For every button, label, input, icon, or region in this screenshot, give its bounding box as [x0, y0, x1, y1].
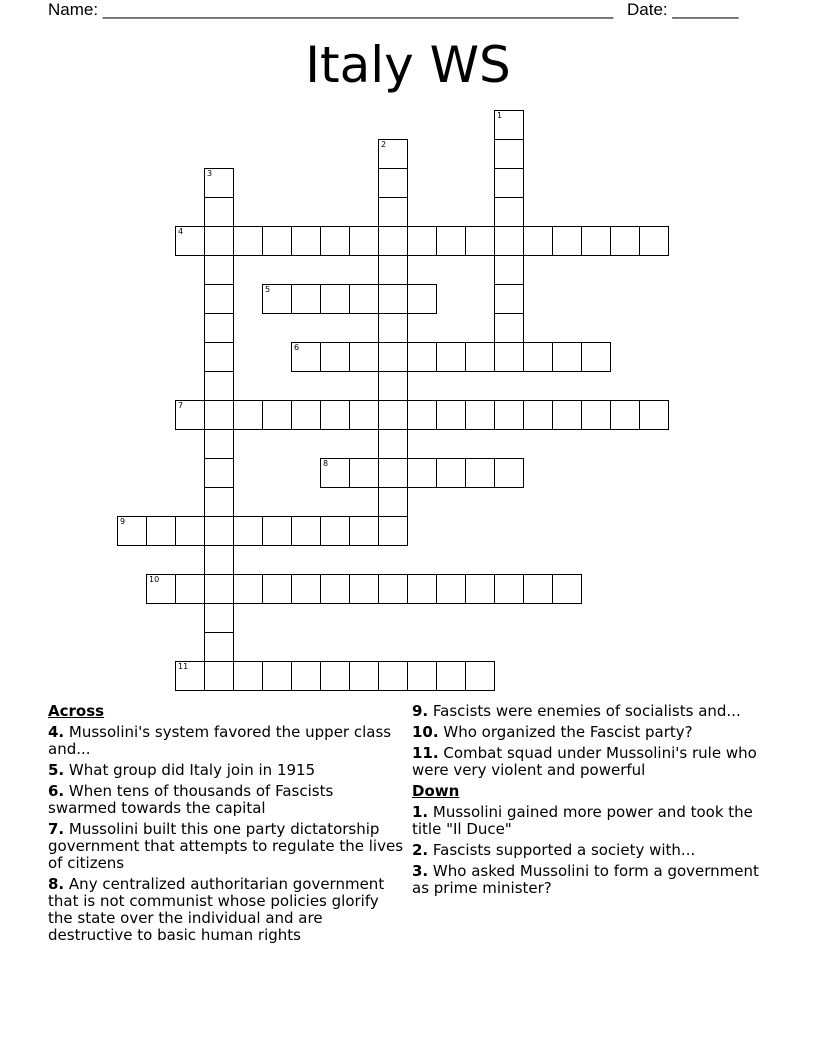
grid-cell[interactable]	[523, 226, 553, 256]
grid-cell[interactable]	[407, 342, 437, 372]
grid-cell[interactable]	[320, 400, 350, 430]
grid-cell[interactable]	[262, 400, 292, 430]
grid-cell[interactable]	[262, 226, 292, 256]
clue-text: Combat squad under Mussolini's rule who were very violent and powerful	[412, 744, 757, 779]
grid-cell[interactable]	[175, 661, 205, 691]
grid-cell[interactable]	[204, 603, 234, 633]
grid-cell[interactable]	[349, 574, 379, 604]
grid-cell[interactable]	[552, 342, 582, 372]
across-heading: Across	[48, 702, 105, 720]
clue-number: 2.	[412, 841, 429, 859]
grid-cell[interactable]	[204, 371, 234, 401]
clue-text: Mussolini's system favored the upper class and...	[48, 723, 392, 758]
clue-number: 8.	[48, 875, 65, 893]
cell-number: 10	[149, 575, 160, 584]
cell-number: 2	[381, 140, 387, 149]
grid-cell[interactable]	[175, 516, 205, 546]
grid-cell[interactable]	[378, 197, 408, 227]
clue-number: 3.	[412, 862, 429, 880]
clue-number: 4.	[48, 723, 65, 741]
grid-cell[interactable]	[349, 516, 379, 546]
grid-cell[interactable]	[233, 574, 263, 604]
grid-cell[interactable]	[494, 139, 524, 169]
grid-cell[interactable]	[233, 661, 263, 691]
grid-cell[interactable]	[494, 458, 524, 488]
grid-cell[interactable]	[204, 545, 234, 575]
grid-cell[interactable]	[378, 255, 408, 285]
clue-text: Mussolini gained more power and took the title "Il Duce"	[412, 803, 753, 838]
grid-cell[interactable]	[407, 458, 437, 488]
clue-text: Fascists were enemies of socialists and...	[432, 702, 741, 720]
grid-cell[interactable]	[204, 632, 234, 662]
grid-cell[interactable]	[378, 400, 408, 430]
grid-cell[interactable]	[378, 139, 408, 169]
grid-cell[interactable]	[378, 661, 408, 691]
grid-cell[interactable]	[378, 429, 408, 459]
clue-text: Mussolini built this one party dictatorship government that attempts to regulate the lives of citizens	[48, 820, 404, 872]
grid-cell[interactable]	[494, 226, 524, 256]
name-field[interactable]: Name: ______________________________________________________	[48, 0, 614, 19]
clue-text: Any centralized authoritarian government that is not communist whose policies glorify the state over the individual and are destructive to basic human rights	[48, 875, 385, 944]
clue-across-10	[412, 724, 762, 741]
grid-cell[interactable]	[175, 400, 205, 430]
grid-cell[interactable]	[349, 458, 379, 488]
clue-text: Who asked Mussolini to form a government as prime minister?	[412, 862, 759, 897]
grid-cell[interactable]	[610, 400, 640, 430]
grid-cell[interactable]	[552, 574, 582, 604]
grid-cell[interactable]	[320, 226, 350, 256]
grid-cell[interactable]	[494, 110, 524, 140]
grid-cell[interactable]	[349, 284, 379, 314]
grid-cell[interactable]	[233, 400, 263, 430]
grid-cell[interactable]	[494, 197, 524, 227]
grid-cell[interactable]	[204, 313, 234, 343]
grid-cell[interactable]	[581, 400, 611, 430]
clue-text: What group did Italy join in 1915	[68, 761, 316, 779]
grid-cell[interactable]	[523, 400, 553, 430]
clue-text: Who organized the Fascist party?	[443, 723, 693, 741]
clue-across-8	[48, 876, 404, 944]
grid-cell[interactable]	[320, 661, 350, 691]
grid-cell[interactable]	[291, 661, 321, 691]
grid-cell[interactable]	[233, 226, 263, 256]
grid-cell[interactable]	[204, 255, 234, 285]
cell-number: 3	[207, 169, 213, 178]
clue-number: 1.	[412, 803, 429, 821]
grid-cell[interactable]	[378, 168, 408, 198]
cell-number: 9	[120, 517, 126, 526]
grid-cell[interactable]	[291, 342, 321, 372]
grid-cell[interactable]	[465, 661, 495, 691]
grid-cell[interactable]	[262, 574, 292, 604]
clue-across-7	[48, 821, 404, 872]
clue-across-11	[412, 745, 762, 779]
grid-cell[interactable]	[378, 574, 408, 604]
grid-cell[interactable]	[204, 516, 234, 546]
grid-cell[interactable]	[349, 400, 379, 430]
cell-number: 4	[178, 227, 184, 236]
grid-cell[interactable]	[436, 458, 466, 488]
grid-cell[interactable]	[610, 226, 640, 256]
grid-cell[interactable]	[378, 226, 408, 256]
grid-cell[interactable]	[204, 487, 234, 517]
clue-number: 7.	[48, 820, 65, 838]
clue-number: 11.	[412, 744, 439, 762]
grid-cell[interactable]	[436, 661, 466, 691]
clue-number: 6.	[48, 782, 65, 800]
clue-across-5	[48, 762, 404, 779]
clues-right-column	[412, 703, 762, 901]
grid-cell[interactable]	[407, 574, 437, 604]
grid-cell[interactable]	[378, 458, 408, 488]
grid-cell[interactable]	[291, 400, 321, 430]
grid-cell[interactable]	[465, 342, 495, 372]
grid-cell[interactable]	[320, 458, 350, 488]
grid-cell[interactable]	[378, 371, 408, 401]
clue-across-4	[48, 724, 404, 758]
grid-cell[interactable]	[349, 226, 379, 256]
clue-number: 10.	[412, 723, 439, 741]
grid-cell[interactable]	[494, 574, 524, 604]
grid-cell[interactable]	[291, 284, 321, 314]
grid-cell[interactable]	[204, 342, 234, 372]
grid-cell[interactable]	[378, 313, 408, 343]
grid-cell[interactable]	[436, 400, 466, 430]
cell-number: 5	[265, 285, 271, 294]
cell-number: 7	[178, 401, 184, 410]
grid-cell[interactable]	[204, 226, 234, 256]
cell-number: 1	[497, 111, 503, 120]
grid-cell[interactable]	[175, 574, 205, 604]
clue-across-9	[412, 703, 762, 720]
clue-number: 5.	[48, 761, 65, 779]
grid-cell[interactable]	[494, 342, 524, 372]
grid-cell[interactable]	[494, 313, 524, 343]
clue-text: When tens of thousands of Fascists swarmed towards the capital	[48, 782, 334, 817]
clue-down-1	[412, 804, 762, 838]
grid-cell[interactable]	[378, 487, 408, 517]
down-heading: Down	[412, 782, 460, 800]
grid-cell[interactable]	[552, 226, 582, 256]
grid-cell[interactable]	[639, 226, 669, 256]
grid-cell[interactable]	[146, 516, 176, 546]
grid-cell[interactable]	[523, 574, 553, 604]
grid-cell[interactable]	[262, 284, 292, 314]
grid-cell[interactable]	[436, 226, 466, 256]
grid-cell[interactable]	[378, 284, 408, 314]
grid-cell[interactable]	[349, 342, 379, 372]
grid-cell[interactable]	[581, 342, 611, 372]
grid-cell[interactable]	[233, 516, 263, 546]
grid-cell[interactable]	[262, 516, 292, 546]
grid-cell[interactable]	[320, 284, 350, 314]
grid-cell[interactable]	[639, 400, 669, 430]
grid-cell[interactable]	[465, 400, 495, 430]
grid-cell[interactable]	[175, 226, 205, 256]
grid-cell[interactable]	[407, 661, 437, 691]
grid-cell[interactable]	[494, 255, 524, 285]
clue-number: 9.	[412, 702, 429, 720]
grid-cell[interactable]	[494, 168, 524, 198]
cell-number: 6	[294, 343, 300, 352]
grid-cell[interactable]	[204, 574, 234, 604]
grid-cell[interactable]	[436, 574, 466, 604]
date-field[interactable]: Date: _______	[627, 0, 739, 19]
grid-cell[interactable]	[204, 400, 234, 430]
grid-cell[interactable]	[204, 197, 234, 227]
clue-down-2	[412, 842, 762, 859]
grid-cell[interactable]	[523, 342, 553, 372]
grid-cell[interactable]	[291, 226, 321, 256]
grid-cell[interactable]	[552, 400, 582, 430]
grid-cell[interactable]	[146, 574, 176, 604]
grid-cell[interactable]	[204, 661, 234, 691]
grid-cell[interactable]	[204, 168, 234, 198]
grid-cell[interactable]	[204, 284, 234, 314]
grid-cell[interactable]	[407, 400, 437, 430]
grid-cell[interactable]	[378, 342, 408, 372]
cell-number: 11	[178, 662, 189, 671]
grid-cell[interactable]	[320, 342, 350, 372]
grid-cell[interactable]	[494, 284, 524, 314]
grid-cell[interactable]	[436, 342, 466, 372]
grid-cell[interactable]	[494, 400, 524, 430]
grid-cell[interactable]	[320, 516, 350, 546]
grid-cell[interactable]	[204, 429, 234, 459]
clue-across-6	[48, 783, 404, 817]
grid-cell[interactable]	[407, 284, 437, 314]
grid-cell[interactable]	[262, 661, 292, 691]
grid-cell[interactable]	[117, 516, 147, 546]
page-title: Italy WS	[305, 36, 511, 94]
clues-left-column	[48, 703, 404, 948]
grid-cell[interactable]	[465, 226, 495, 256]
clue-text: Fascists supported a society with...	[432, 841, 696, 859]
grid-cell[interactable]	[465, 458, 495, 488]
grid-cell[interactable]	[320, 574, 350, 604]
clue-down-3	[412, 863, 762, 897]
grid-cell[interactable]	[291, 574, 321, 604]
grid-cell[interactable]	[204, 458, 234, 488]
grid-cell[interactable]	[349, 661, 379, 691]
cell-number: 8	[323, 459, 329, 468]
grid-cell[interactable]	[407, 226, 437, 256]
grid-cell[interactable]	[378, 516, 408, 546]
grid-cell[interactable]	[291, 516, 321, 546]
grid-cell[interactable]	[581, 226, 611, 256]
grid-cell[interactable]	[465, 574, 495, 604]
